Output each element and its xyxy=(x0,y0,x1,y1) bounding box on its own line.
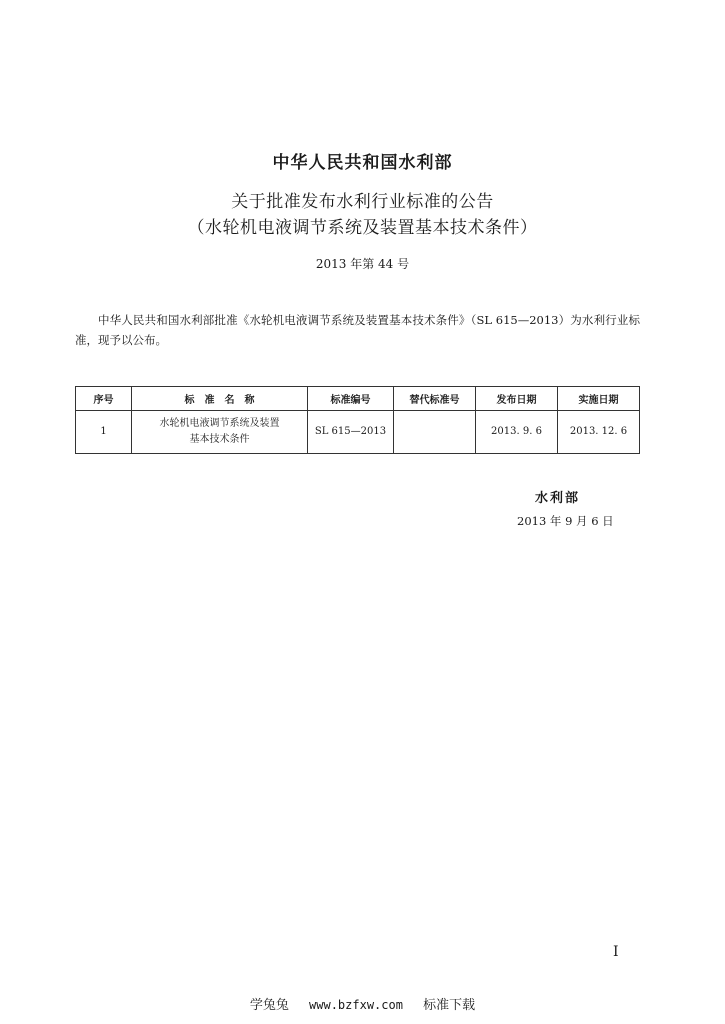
notice-body-paragraph: 中华人民共和国水利部批准《水轮机电液调节系统及装置基本技术条件》（SL 615—2013）为水利行业标准，现予以公布。 xyxy=(75,313,640,347)
column-header-name: 标 准 名 称 xyxy=(132,387,308,411)
page-number: I xyxy=(613,944,619,960)
column-header-replaces: 替代标准号 xyxy=(394,387,476,411)
cell-standard-code: SL 615—2013 xyxy=(308,411,394,454)
footer-watermark xyxy=(0,994,725,1013)
cell-standard-name-line2: 基本技术条件 xyxy=(189,434,250,445)
table-row xyxy=(76,411,640,454)
standards-table xyxy=(75,386,640,454)
footer-site-name: 学兔兔 xyxy=(249,998,289,1013)
notice-subtitle: （水轮机电液调节系统及装置基本技术条件） xyxy=(187,218,538,238)
notice-number: 2013 年第 44 号 xyxy=(315,257,410,271)
cell-replaces xyxy=(394,411,476,454)
cell-standard-name-line1: 水轮机电液调节系统及装置 xyxy=(159,418,280,429)
column-header-code: 标准编号 xyxy=(308,387,394,411)
column-header-seq: 序号 xyxy=(76,387,132,411)
column-header-issue-date: 发布日期 xyxy=(476,387,558,411)
table-header-row xyxy=(76,387,640,411)
cell-effective-date: 2013. 12. 6 xyxy=(558,411,640,454)
footer-url-link[interactable]: www.bzfxw.com xyxy=(309,998,403,1012)
cell-issue-date: 2013. 9. 6 xyxy=(476,411,558,454)
cell-seq: 1 xyxy=(76,411,132,454)
signature-date: 2013 年 9 月 6 日 xyxy=(517,514,614,528)
signature-organization: 水利部 xyxy=(535,491,581,506)
notice-title: 关于批准发布水利行业标准的公告 xyxy=(231,192,494,212)
issuing-organization: 中华人民共和国水利部 xyxy=(272,153,453,173)
column-header-effective-date: 实施日期 xyxy=(558,387,640,411)
footer-tagline: 标准下载 xyxy=(423,998,476,1013)
cell-standard-name xyxy=(132,411,308,454)
